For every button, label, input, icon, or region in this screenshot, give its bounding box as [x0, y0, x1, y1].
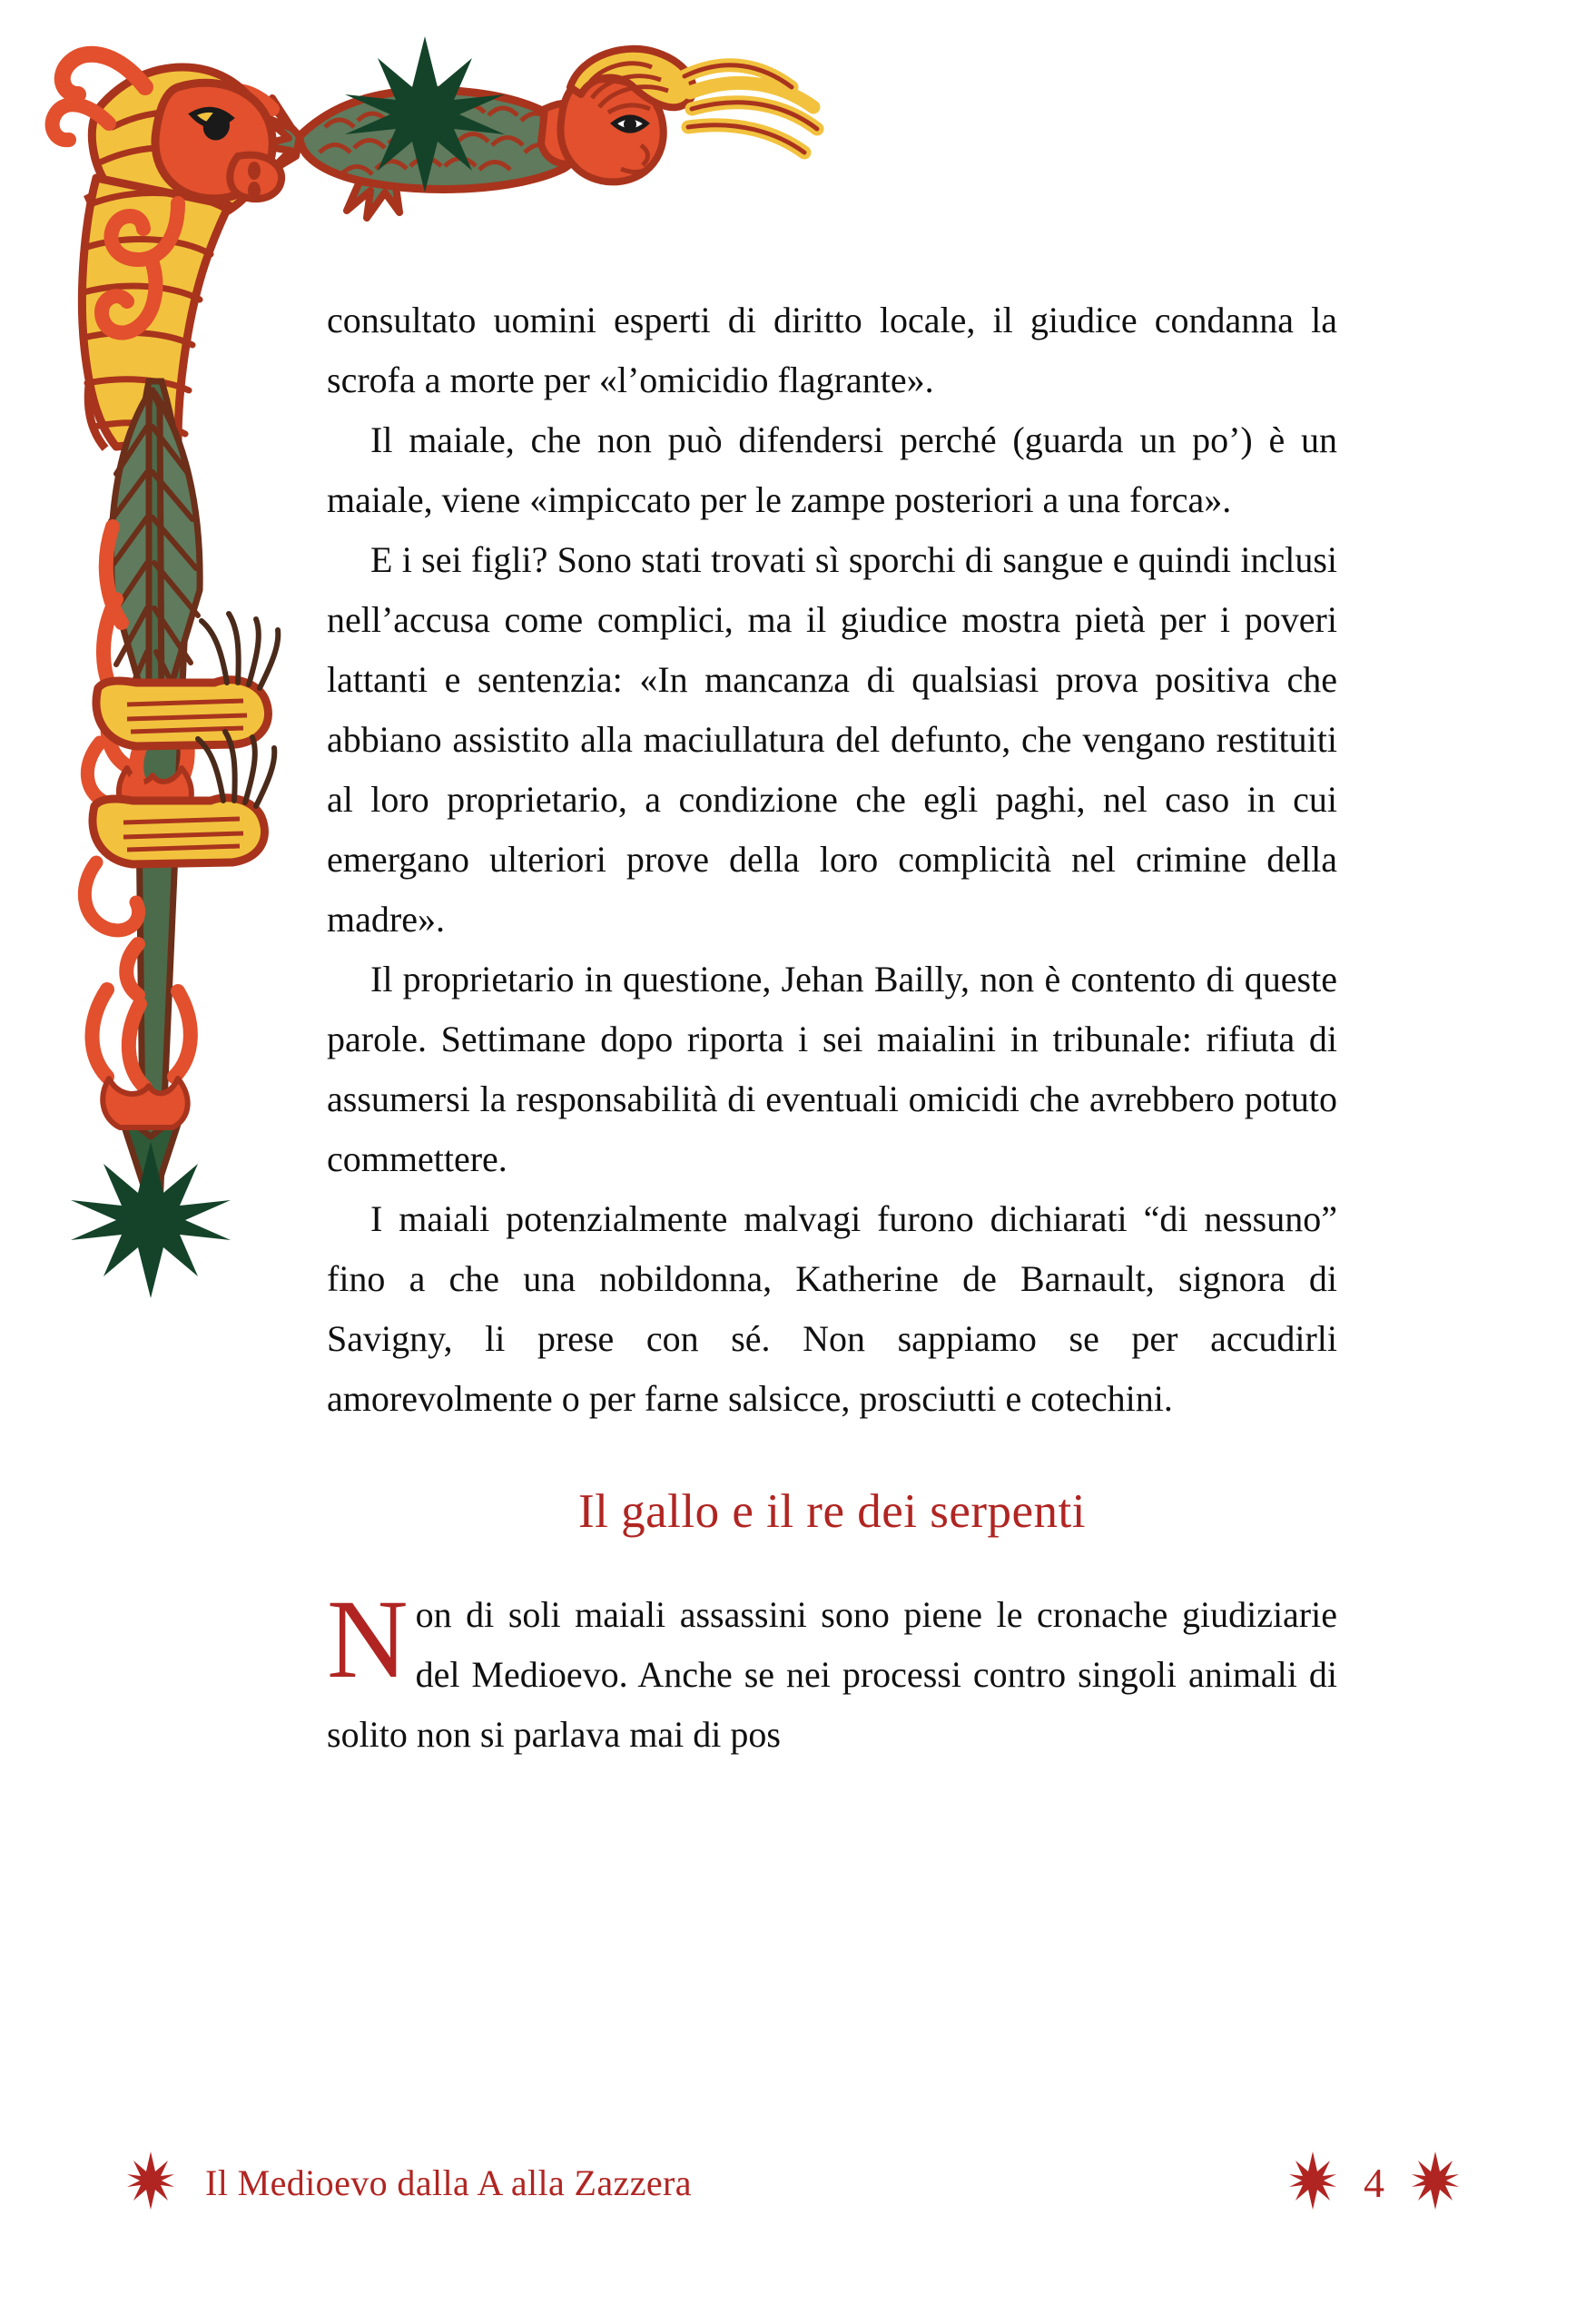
paragraph: Il maiale, che non può difendersi perché (guarda un po’) è un maiale, viene «impiccato per le zampe posteriori a una forca». — [327, 419, 1337, 520]
footer-page-number-group — [1289, 2152, 1459, 2214]
green-star-icon — [345, 36, 505, 192]
arrow-feather-icon — [109, 381, 200, 1207]
flame-icon — [93, 527, 191, 1088]
flame-icon-secondary — [103, 768, 192, 1128]
eight-point-star-icon — [1412, 2152, 1459, 2214]
running-title: Il Medioevo dalla A alla Zazzera — [205, 2162, 692, 2203]
paragraph: consultato uomini esperti di diritto locale, il giudice condanna la scrofa a morte per «l’omicidio flagrante». — [327, 300, 1337, 400]
merman-head-icon — [187, 49, 817, 218]
paragraph: I maiali potenzialmente malvagi furono dichiarati “di nessuno” fino a che una nobildonna, Katherine de Barnault, signora di Savigny, li prese con sé. Non sappiamo se per accudirli amorevolmente o per farne salsicce, prosciutti e cotechini. — [327, 1198, 1337, 1419]
page-footer — [0, 2097, 1586, 2324]
page-number: 4 — [1364, 2159, 1384, 2206]
text-column — [327, 290, 1337, 1765]
footer-running-title-group — [127, 2152, 692, 2214]
eight-point-star-icon — [1289, 2152, 1336, 2214]
eight-point-star-icon — [127, 2152, 174, 2214]
drop-cap: N — [327, 1577, 409, 1701]
paragraph: E i sei figli? Sono stati trovati sì sporchi di sangue e quindi inclusi nell’accusa come complici, ma il giudice mostra pietà per i poveri lattanti e sentenzia: «In mancanza di qualsiasi prova positiva che abbiano assistito alla maciullatura del defunto, che vengano restituiti al loro proprietario, a condizione che egli paghi, nel caso in cui emergano ulteriori prove della loro complicità nel crimine della madre». — [327, 539, 1337, 940]
bottom-star-icon — [71, 1142, 231, 1298]
paragraph: Il proprietario in questione, Jehan Bailly, non è contento di queste parole. Settimane dopo riporta i sei maialini in tribunale: rifiuta di assumersi la responsabilità di eventuali omicidi che avrebbero potuto commettere. — [327, 959, 1337, 1179]
dragon-serpent-head-icon — [53, 54, 282, 448]
dropcap-paragraph — [327, 1577, 1337, 1765]
dropcap-paragraph-text: on di soli maiali assassini sono piene le cronache giudiziarie del Medioevo. Anche se nei processi contro singoli animali di solito non si parlava mai di pos — [327, 1594, 1337, 1755]
yellow-beast-icon — [84, 614, 278, 931]
section-heading: Il gallo e il re dei serpenti — [577, 1485, 1087, 1538]
